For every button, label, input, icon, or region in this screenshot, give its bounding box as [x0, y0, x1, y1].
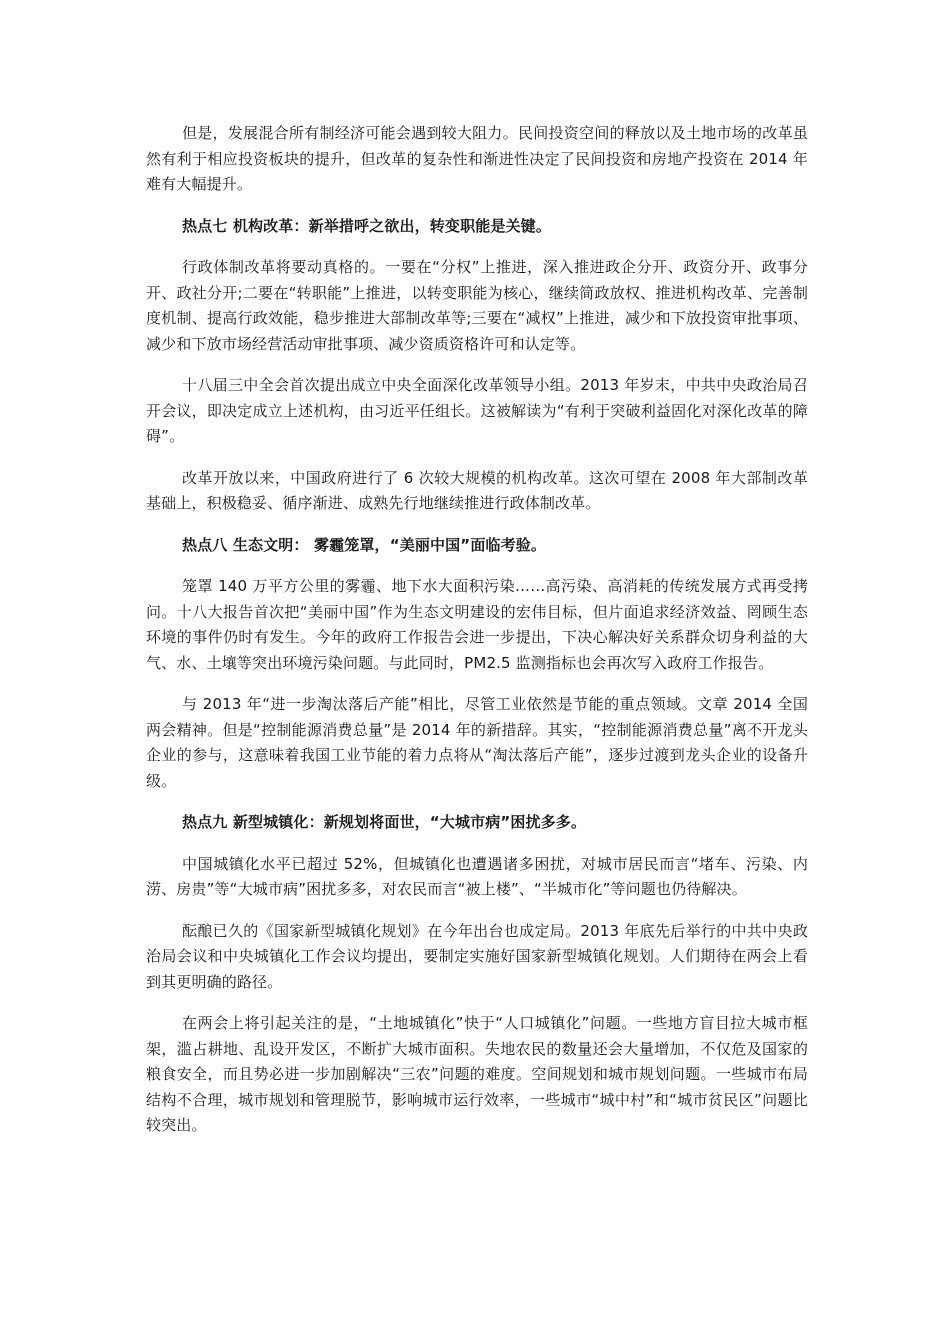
paragraph-land-urbanization: 在两会上将引起关注的是，“土地城镇化”快于“人口城镇化”问题。一些地方盲目拉大城市框架，滥占耕地、乱设开发区，不断扩大城市面积。失地农民的数量还会大量增加，不仅危及国家的粮食安全，而且势必进一步加剧解决“三农”问题的难度。空间规划和城市规划问题。一些城市布局结构不合理，城市规划和管理脱节，影响城市运行效率，一些城市“城中村”和“城市贫民区”问题比较突出。	[146, 1014, 808, 1134]
paragraph-urbanization-plan: 酝酿已久的《国家新型城镇化规划》在今年出台也成定局。2013 年底先后举行的中共中央政治局会议和中央城镇化工作会议均提出，要制定实施好国家新型城镇化规划。人们期待在两会上看到其更明确的路径。	[146, 921, 808, 991]
heading-hotspot-9: 热点九 新型城镇化：新规划将面世，“大城市病”困扰多多。	[182, 813, 587, 831]
paragraph-reform-group: 十八届三中全会首次提出成立中央全面深化改革领导小组。2013 年岁末，中共中央政治局召开会议，即决定成立上述机构，由习近平任组长。这被解读为“有利于突破利益固化对深化改革的障碍”。	[146, 376, 808, 445]
document-page	[146, 121, 808, 1155]
heading-hotspot-7: 热点七 机构改革：新举措呼之欲出，转变职能是关键。	[182, 216, 551, 235]
paragraph-mixed-ownership: 但是，发展混合所有制经济可能会遇到较大阻力。民间投资空间的释放以及土地市场的改革虽然有利于相应投资板块的提升，但改革的复杂性和渐进性决定了民间投资和房地产投资在 2014 年难有大幅提升。	[146, 124, 808, 193]
paragraph-energy: 与 2013 年“进一步淘汰落后产能”相比，尽管工业依然是节能的重点领域。文章 2014 全国两会精神。但是“控制能源消费总量”是 2014 年的新措辞。其实，“控制能源消费总量”离不开龙头企业的参与，这意味着我国工业节能的着力点将从“淘汰落后产能”，逐步过渡到龙头企业的设备升级。	[146, 695, 808, 790]
heading-hotspot-8: 热点八 生态文明： 雾霾笼罩，“美丽中国”面临考验。	[182, 535, 547, 554]
paragraph-admin-reform: 行政体制改革将要动真格的。一要在“分权”上推进，深入推进政企分开、政资分开、政事分开、政社分开;二要在“转职能”上推进，以转变职能为核心，继续简政放权、推进机构改革、完善制度机制、提高行政效能，稳步推进大部制改革等;三要在“减权”上推进，减少和下放投资审批事项、减少和下放市场经营活动审批事项、减少资质资格许可和认定等。	[146, 258, 808, 353]
paragraph-smog: 笼罩 140 万平方公里的雾霾、地下水大面积污染……高污染、高消耗的传统发展方式再受拷问。十八大报告首次把“美丽中国”作为生态文明建设的宏伟目标，但片面追求经济效益、罔顾生态环境的事件仍时有发生。今年的政府工作报告会进一步提出，下决心解决好关系群众切身利益的大气、水、土壤等突出环境污染问题。与此同时，PM2.5 监测指标也会再次写入政府工作报告。	[146, 577, 808, 672]
paragraph-institution-reform: 改革开放以来，中国政府进行了 6 次较大规模的机构改革。这次可望在 2008 年大部制改革基础上，积极稳妥、循序渐进、成熟先行地继续推进行政体制改革。	[146, 468, 808, 512]
paragraph-urbanization-level: 中国城镇化水平已超过 52%，但城镇化也遭遇诸多困扰，对城市居民而言“堵车、污染、内涝、房贵”等“大城市病”困扰多多，对农民而言“被上楼”、“半城市化”等问题也仍待解决。	[146, 854, 808, 898]
